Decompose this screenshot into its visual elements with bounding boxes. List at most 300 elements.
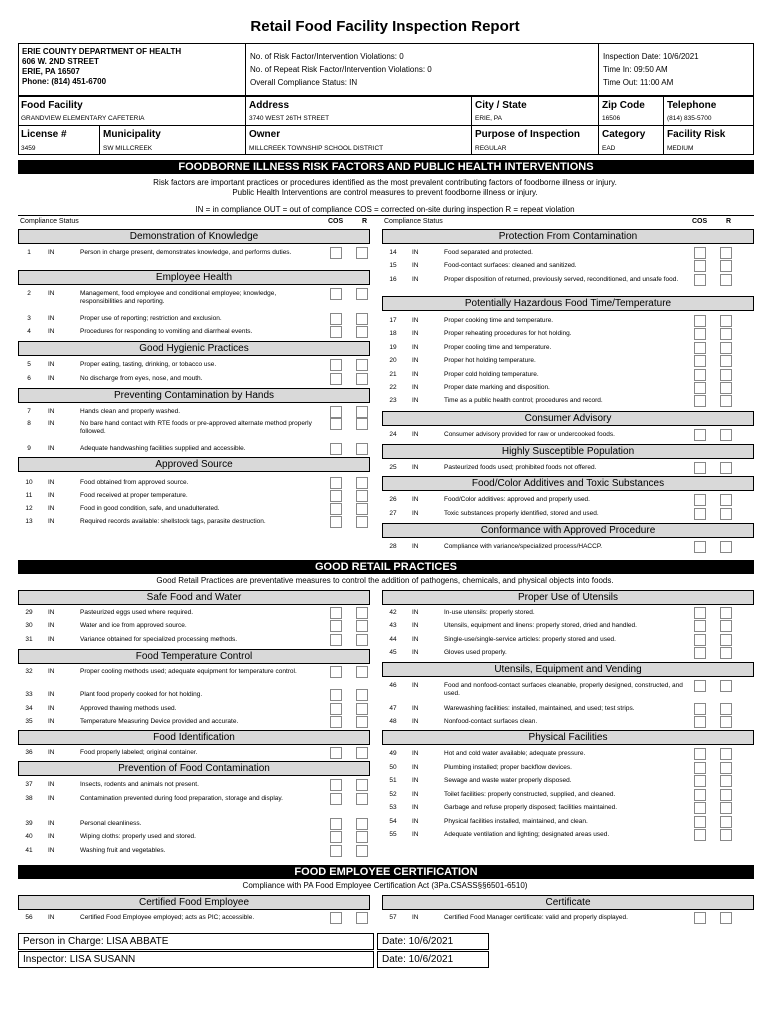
item-status: IN: [412, 276, 419, 283]
cos-checkbox[interactable]: [330, 406, 342, 418]
cos-checkbox[interactable]: [694, 829, 706, 841]
cos-checkbox[interactable]: [330, 516, 342, 528]
item-number: 57: [389, 914, 397, 921]
repeat-checkbox[interactable]: [720, 315, 732, 327]
item-description: Wiping cloths: properly used and stored.: [80, 833, 196, 840]
item-row: [18, 361, 318, 375]
item-description: Compliance with variance/specialized process/HACCP.: [444, 543, 603, 550]
cos-checkbox[interactable]: [694, 429, 706, 441]
section-approved-source: Approved Source: [18, 457, 370, 472]
repeat-checkbox[interactable]: [720, 775, 732, 787]
repeat-checkbox[interactable]: [720, 395, 732, 407]
item-description: Physical facilities installed, maintained, and clean.: [444, 818, 588, 825]
item-number: 56: [25, 914, 33, 921]
item-description: Food properly labeled; original container.: [80, 749, 198, 756]
cos-checkbox[interactable]: [330, 503, 342, 515]
cos-checkbox[interactable]: [330, 490, 342, 502]
item-number: 11: [25, 492, 33, 499]
cos-checkbox[interactable]: [330, 288, 342, 300]
item-description: Proper date marking and disposition.: [444, 384, 550, 391]
item-status: IN: [48, 718, 55, 725]
item-status: IN: [412, 357, 419, 364]
item-row: [382, 764, 682, 778]
item-number: 20: [389, 357, 397, 364]
item-number: 39: [25, 820, 33, 827]
repeat-checkbox[interactable]: [356, 516, 368, 528]
repeat-checkbox[interactable]: [720, 912, 732, 924]
cos-right: COS: [692, 218, 708, 225]
item-status: IN: [412, 831, 419, 838]
repeat-checkbox[interactable]: [720, 647, 732, 659]
item-row: [18, 492, 318, 506]
repeat-checkbox[interactable]: [720, 620, 732, 632]
certification-band: FOOD EMPLOYEE CERTIFICATION: [18, 865, 754, 879]
item-number: 6: [27, 375, 31, 382]
date-inspector: Date: 10/6/2021: [377, 951, 489, 968]
item-status: IN: [48, 705, 55, 712]
item-number: 46: [389, 682, 397, 689]
cos-checkbox[interactable]: [694, 607, 706, 619]
item-row: [18, 691, 318, 705]
compliance-status-left: Compliance Status: [20, 218, 79, 225]
section-certificate: Certificate: [382, 895, 754, 910]
cos-checkbox[interactable]: [694, 274, 706, 286]
item-number: 51: [389, 777, 397, 784]
r-left: R: [362, 218, 368, 225]
item-number: 22: [389, 384, 397, 391]
repeat-checkbox[interactable]: [356, 247, 368, 259]
item-number: 28: [389, 543, 397, 550]
repeat-checkbox[interactable]: [356, 443, 368, 455]
item-status: IN: [412, 510, 419, 517]
section-prevention-food-contamination: Prevention of Food Contamination: [18, 761, 370, 776]
repeat-checkbox[interactable]: [720, 342, 732, 354]
item-status: IN: [412, 718, 419, 725]
label-telephone: Telephone: [667, 100, 717, 111]
item-description: Temperature Measuring Device provided and accurate.: [80, 718, 239, 725]
item-number: 3: [27, 315, 31, 322]
inspector: Inspector: LISA SUSANN: [18, 951, 374, 968]
item-row: [18, 505, 318, 519]
section-phf-time-temperature: Potentially Hazardous Food Time/Temperature: [382, 296, 754, 311]
cos-checkbox[interactable]: [694, 912, 706, 924]
item-number: 41: [25, 847, 33, 854]
cos-checkbox[interactable]: [694, 328, 706, 340]
cos-checkbox[interactable]: [694, 369, 706, 381]
repeat-checkbox[interactable]: [720, 541, 732, 553]
item-status: IN: [412, 249, 419, 256]
item-description: Warewashing facilities: installed, maintained, and used; test strips.: [444, 705, 635, 712]
repeat-checkbox[interactable]: [356, 406, 368, 418]
cos-checkbox[interactable]: [694, 355, 706, 367]
label-facility-risk: Facility Risk: [667, 129, 726, 140]
repeat-checkbox[interactable]: [356, 747, 368, 759]
item-description: Plant food properly cooked for hot holding.: [80, 691, 203, 698]
repeat-checkbox[interactable]: [720, 382, 732, 394]
item-status: IN: [412, 777, 419, 784]
item-number: 34: [25, 705, 33, 712]
cos-checkbox[interactable]: [330, 326, 342, 338]
item-row: [382, 357, 682, 371]
legend: IN = in compliance OUT = out of compliance COS = corrected on-site during inspection R = repeat violation: [195, 205, 575, 214]
cos-checkbox[interactable]: [330, 912, 342, 924]
cos-checkbox[interactable]: [330, 666, 342, 678]
cos-checkbox[interactable]: [330, 620, 342, 632]
repeat-checkbox[interactable]: [356, 666, 368, 678]
cos-checkbox[interactable]: [330, 793, 342, 805]
item-row: [382, 649, 682, 663]
repeat-checkbox[interactable]: [356, 477, 368, 489]
item-row: [18, 518, 318, 532]
repeat-checkbox[interactable]: [720, 429, 732, 441]
repeat-checkbox[interactable]: [720, 260, 732, 272]
repeat-checkbox[interactable]: [356, 912, 368, 924]
item-number: 54: [389, 818, 397, 825]
repeat-checkbox[interactable]: [356, 313, 368, 325]
cos-checkbox[interactable]: [694, 395, 706, 407]
item-description: Proper disposition of returned, previously served, reconditioned, and unsafe food.: [444, 276, 679, 283]
report-title: Retail Food Facility Inspection Report: [250, 18, 520, 35]
item-status: IN: [412, 791, 419, 798]
item-row: [18, 668, 318, 682]
item-row: [382, 750, 682, 764]
item-description: Required records available: shellstock tags, parasite destruction.: [80, 518, 266, 525]
item-row: [382, 777, 682, 791]
item-row: [18, 795, 318, 809]
cos-checkbox[interactable]: [694, 789, 706, 801]
item-status: IN: [48, 361, 55, 368]
item-status: IN: [412, 262, 419, 269]
item-status: IN: [48, 833, 55, 840]
item-number: 19: [389, 344, 397, 351]
cos-checkbox[interactable]: [694, 462, 706, 474]
repeat-checkbox[interactable]: [356, 418, 368, 430]
item-status: IN: [48, 795, 55, 802]
section-employee-health: Employee Health: [18, 270, 370, 285]
cos-checkbox[interactable]: [330, 418, 342, 430]
section-proper-use-of-utensils: Proper Use of Utensils: [382, 590, 754, 605]
value-category: EAD: [602, 145, 616, 152]
item-number: 25: [389, 464, 397, 471]
item-number: 47: [389, 705, 397, 712]
item-description: Garbage and refuse properly disposed; facilities maintained.: [444, 804, 618, 811]
item-row: [18, 847, 318, 861]
cos-checkbox[interactable]: [330, 845, 342, 857]
item-status: IN: [48, 492, 55, 499]
cos-checkbox[interactable]: [330, 779, 342, 791]
repeat-checkbox[interactable]: [720, 703, 732, 715]
cos-checkbox[interactable]: [330, 607, 342, 619]
item-status: IN: [412, 371, 419, 378]
item-row: [18, 249, 318, 263]
item-number: 53: [389, 804, 397, 811]
label-municipality: Municipality: [103, 129, 161, 140]
item-number: 37: [25, 781, 33, 788]
cos-checkbox[interactable]: [694, 680, 706, 692]
item-row: [382, 831, 682, 845]
repeat-checkbox[interactable]: [356, 288, 368, 300]
repeat-checkbox[interactable]: [356, 818, 368, 830]
item-row: [382, 431, 682, 445]
item-number: 49: [389, 750, 397, 757]
repeat-checkbox[interactable]: [720, 462, 732, 474]
repeat-checkbox[interactable]: [356, 620, 368, 632]
value-owner: MILLCREEK TOWNSHIP SCHOOL DISTRICT: [249, 145, 384, 152]
item-status: IN: [412, 818, 419, 825]
cos-checkbox[interactable]: [330, 689, 342, 701]
item-number: 31: [25, 636, 33, 643]
item-row: [382, 262, 682, 276]
item-number: 38: [25, 795, 33, 802]
foodborne-desc-1: Risk factors are important practices or procedures identified as the most prevalent contributing factors of foodborne illness or injury.: [153, 178, 617, 187]
cos-checkbox[interactable]: [694, 748, 706, 760]
section-food-color-additives: Food/Color Additives and Toxic Substances: [382, 476, 754, 491]
section-good-hygienic-practices: Good Hygienic Practices: [18, 341, 370, 356]
cos-checkbox[interactable]: [694, 716, 706, 728]
repeat-checkbox[interactable]: [356, 779, 368, 791]
repeat-checkbox[interactable]: [356, 703, 368, 715]
item-description: Adequate ventilation and lighting; designated areas used.: [444, 831, 610, 838]
repeat-checkbox[interactable]: [720, 762, 732, 774]
item-row: [18, 622, 318, 636]
item-number: 30: [25, 622, 33, 629]
label-purpose: Purpose of Inspection: [475, 129, 581, 140]
cos-checkbox[interactable]: [330, 477, 342, 489]
item-number: 5: [27, 361, 31, 368]
item-status: IN: [48, 505, 55, 512]
item-description: Insects, rodents and animals not present.: [80, 781, 199, 788]
item-description: Food obtained from approved source.: [80, 479, 189, 486]
value-facility-risk: MEDIUM: [667, 145, 694, 152]
cos-checkbox[interactable]: [694, 634, 706, 646]
item-description: Proper hot holding temperature.: [444, 357, 536, 364]
repeat-checkbox[interactable]: [356, 607, 368, 619]
repeat-checkbox[interactable]: [356, 326, 368, 338]
cos-checkbox[interactable]: [694, 620, 706, 632]
person-in-charge: Person in Charge: LISA ABBATE: [18, 933, 374, 950]
cos-checkbox[interactable]: [694, 541, 706, 553]
cos-checkbox[interactable]: [330, 313, 342, 325]
item-row: [382, 622, 682, 636]
cos-checkbox[interactable]: [330, 716, 342, 728]
section-safe-food-and-water: Safe Food and Water: [18, 590, 370, 605]
item-description: Person in charge present, demonstrates knowledge, and performs duties.: [80, 249, 292, 256]
item-description: Plumbing installed; proper backflow devices.: [444, 764, 572, 771]
item-row: [382, 510, 682, 524]
section-food-identification: Food Identification: [18, 730, 370, 745]
value-food-facility: GRANDVIEW ELEMENTARY CAFETERIA: [21, 115, 145, 122]
repeat-checkbox[interactable]: [356, 373, 368, 385]
repeat-checkbox[interactable]: [720, 816, 732, 828]
repeat-checkbox[interactable]: [720, 789, 732, 801]
cos-checkbox[interactable]: [330, 359, 342, 371]
item-number: 2: [27, 290, 31, 297]
item-status: IN: [48, 749, 55, 756]
item-status: IN: [412, 622, 419, 629]
item-number: 42: [389, 609, 397, 616]
item-row: [382, 330, 682, 344]
cos-checkbox[interactable]: [330, 703, 342, 715]
item-number: 12: [25, 505, 33, 512]
cos-checkbox[interactable]: [330, 818, 342, 830]
cos-checkbox[interactable]: [694, 816, 706, 828]
item-status: IN: [48, 622, 55, 629]
label-address: Address: [249, 100, 290, 111]
item-status: IN: [48, 375, 55, 382]
item-row: [18, 479, 318, 493]
item-row: [382, 317, 682, 331]
repeat-checkbox[interactable]: [720, 355, 732, 367]
item-description: Food and nonfood-contact surfaces cleanable, properly designed, constructed, and used.: [444, 682, 683, 697]
repeat-checkbox[interactable]: [720, 634, 732, 646]
item-status: IN: [412, 464, 419, 471]
item-row: [382, 818, 682, 832]
cos-checkbox[interactable]: [694, 775, 706, 787]
section-protection-from-contamination: Protection From Contamination: [382, 229, 754, 244]
repeat-checkbox[interactable]: [356, 503, 368, 515]
repeat-checkbox[interactable]: [356, 716, 368, 728]
section-consumer-advisory: Consumer Advisory: [382, 411, 754, 426]
item-number: 21: [389, 371, 397, 378]
value-purpose: REGULAR: [475, 145, 507, 152]
repeat-checkbox[interactable]: [720, 247, 732, 259]
item-description: Food in good condition, safe, and unadulterated.: [80, 505, 220, 512]
item-status: IN: [412, 705, 419, 712]
value-municipality: SW MILLCREEK: [103, 145, 153, 152]
repeat-checkbox[interactable]: [720, 328, 732, 340]
item-row: [382, 682, 682, 696]
item-description: Variance obtained for specialized processing methods.: [80, 636, 238, 643]
cos-checkbox[interactable]: [694, 342, 706, 354]
cos-checkbox[interactable]: [694, 260, 706, 272]
item-description: Gloves used properly.: [444, 649, 507, 656]
item-row: [382, 718, 682, 732]
item-status: IN: [412, 764, 419, 771]
cos-checkbox[interactable]: [694, 647, 706, 659]
item-number: 35: [25, 718, 33, 725]
item-status: IN: [48, 249, 55, 256]
item-number: 24: [389, 431, 397, 438]
cos-checkbox[interactable]: [694, 382, 706, 394]
cos-checkbox[interactable]: [330, 247, 342, 259]
cos-checkbox[interactable]: [694, 494, 706, 506]
item-description: Proper cooling time and temperature.: [444, 344, 552, 351]
repeat-checkbox[interactable]: [720, 508, 732, 520]
item-number: 15: [389, 262, 397, 269]
repeat-checkbox[interactable]: [720, 494, 732, 506]
item-row: [382, 384, 682, 398]
item-description: Proper eating, tasting, drinking, or tobacco use.: [80, 361, 217, 368]
compliance-status-right: Compliance Status: [384, 218, 443, 225]
cos-checkbox[interactable]: [694, 802, 706, 814]
cos-checkbox[interactable]: [694, 247, 706, 259]
item-row: [18, 749, 318, 763]
item-description: Procedures for responding to vomiting and diarrheal events.: [80, 328, 253, 335]
item-status: IN: [412, 914, 419, 921]
item-number: 48: [389, 718, 397, 725]
item-status: IN: [412, 682, 419, 689]
item-row: [18, 718, 318, 732]
item-status: IN: [412, 431, 419, 438]
repeat-checkbox[interactable]: [356, 689, 368, 701]
section-demonstration-of-knowledge: Demonstration of Knowledge: [18, 229, 370, 244]
item-number: 32: [25, 668, 33, 675]
item-description: No bare hand contact with RTE foods or pre-approved alternate method properly followed.: [80, 420, 312, 435]
foodborne-band: FOODBORNE ILLNESS RISK FACTORS AND PUBLIC HEALTH INTERVENTIONS: [18, 160, 754, 174]
item-description: Food/Color additives: approved and properly used.: [444, 496, 590, 503]
repeat-checkbox[interactable]: [356, 793, 368, 805]
item-status: IN: [412, 496, 419, 503]
cos-checkbox[interactable]: [330, 634, 342, 646]
item-status: IN: [48, 668, 55, 675]
item-description: Proper reheating procedures for hot holding.: [444, 330, 572, 337]
repeat-checkbox[interactable]: [356, 831, 368, 843]
item-number: 29: [25, 609, 33, 616]
item-description: Utensils, equipment and linens: properly stored, dried and handled.: [444, 622, 637, 629]
item-description: Nonfood-contact surfaces clean.: [444, 718, 538, 725]
item-description: Proper use of reporting; restriction and exclusion.: [80, 315, 222, 322]
cos-checkbox[interactable]: [330, 831, 342, 843]
repeat-checkbox[interactable]: [356, 359, 368, 371]
cos-checkbox[interactable]: [694, 762, 706, 774]
cos-checkbox[interactable]: [330, 747, 342, 759]
item-description: Consumer advisory provided for raw or undercooked foods.: [444, 431, 615, 438]
value-license: 3459: [21, 145, 36, 152]
item-description: Personal cleanliness.: [80, 820, 142, 827]
item-description: Proper cooling methods used; adequate equipment for temperature control.: [80, 668, 297, 675]
repeat-checkbox[interactable]: [356, 634, 368, 646]
good-retail-band: GOOD RETAIL PRACTICES: [18, 560, 754, 574]
repeat-checkbox[interactable]: [356, 490, 368, 502]
item-description: In-use utensils: properly stored.: [444, 609, 535, 616]
cos-checkbox[interactable]: [330, 373, 342, 385]
repeat-checkbox[interactable]: [720, 829, 732, 841]
repeat-checkbox[interactable]: [720, 369, 732, 381]
label-city-state: City / State: [475, 100, 527, 111]
item-row: [382, 543, 682, 557]
repeat-checkbox[interactable]: [720, 680, 732, 692]
repeat-checkbox[interactable]: [356, 845, 368, 857]
item-number: 36: [25, 749, 33, 756]
cos-checkbox[interactable]: [694, 703, 706, 715]
item-row: [18, 375, 318, 389]
cos-checkbox[interactable]: [694, 508, 706, 520]
item-row: [18, 290, 318, 304]
section-food-temperature-control: Food Temperature Control: [18, 649, 370, 664]
item-number: 4: [27, 328, 31, 335]
cos-checkbox[interactable]: [694, 315, 706, 327]
item-description: Certified Food Manager certificate: valid and properly displayed.: [444, 914, 628, 921]
item-description: Hands clean and properly washed.: [80, 408, 181, 415]
item-row: [18, 914, 318, 928]
item-description: No discharge from eyes, nose, and mouth.: [80, 375, 203, 382]
section-utensils-equipment-vending: Utensils, Equipment and Vending: [382, 662, 754, 677]
label-zip: Zip Code: [602, 100, 645, 111]
item-status: IN: [412, 636, 419, 643]
item-row: [382, 397, 682, 411]
item-status: IN: [48, 847, 55, 854]
repeat-checkbox[interactable]: [720, 607, 732, 619]
violations-info: No. of Risk Factor/Intervention Violations: 0 No. of Repeat Risk Factor/Intervention Violations: 0 Overall Compliance Status: IN: [250, 52, 432, 87]
repeat-checkbox[interactable]: [720, 274, 732, 286]
item-status: IN: [412, 397, 419, 404]
label-category: Category: [602, 129, 646, 140]
repeat-checkbox[interactable]: [720, 748, 732, 760]
foodborne-desc-2: Public Health Interventions are control measures to prevent foodborne illness or injury.: [232, 188, 538, 197]
repeat-checkbox[interactable]: [720, 716, 732, 728]
cos-checkbox[interactable]: [330, 443, 342, 455]
repeat-checkbox[interactable]: [720, 802, 732, 814]
